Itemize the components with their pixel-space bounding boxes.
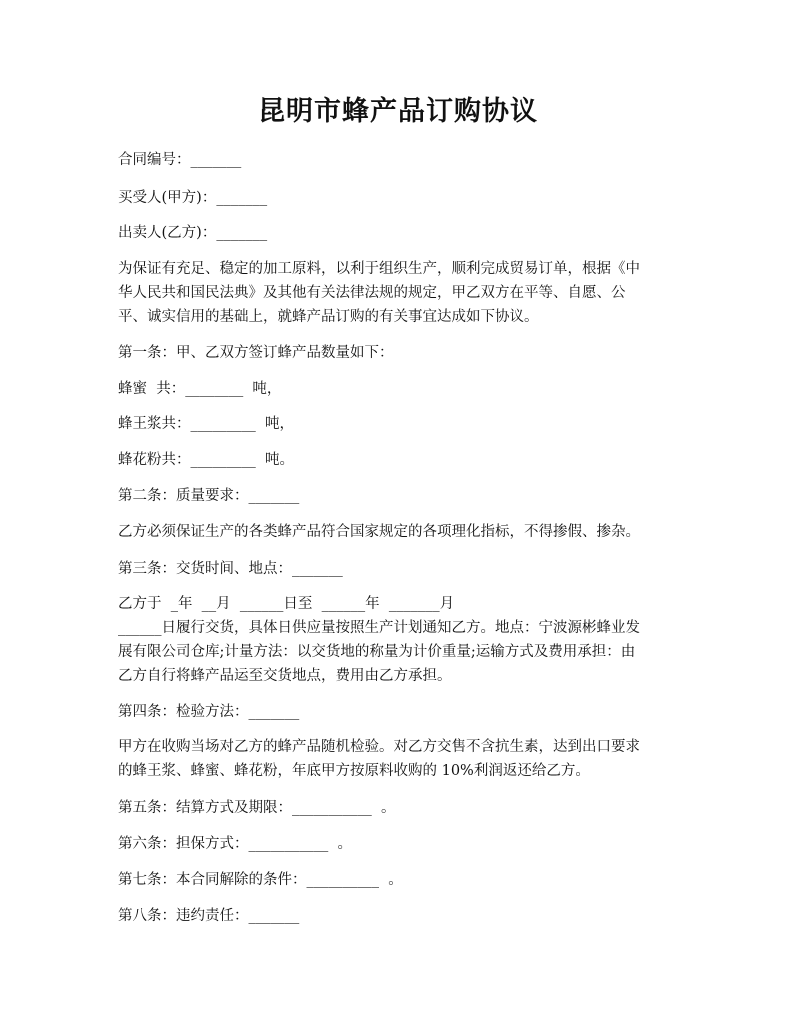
article3-body (118, 592, 684, 688)
intro-line: 平、诚实信用的基础上，就蜂产品订购的有关事宜达成如下协议。 (118, 309, 539, 325)
article5-line: 第五条：结算方式及期限：___________ 。 (118, 800, 396, 816)
buyer-line: 买受人(甲方)：_______ (118, 190, 268, 206)
seller-line: 出卖人(乙方)：_______ (118, 225, 268, 241)
article8-line: 第八条：违约责任：_______ (118, 908, 300, 924)
article2-heading: 第二条：质量要求：_______ (118, 488, 300, 504)
intro-line: 为保证有充足、稳定的加工原料，以利于组织生产，顺利完成贸易订单，根据《中 (118, 261, 640, 277)
article1-heading: 第一条：甲、乙双方签订蜂产品数量如下： (118, 345, 394, 361)
intro-line: 华人民共和国民法典》及其他有关法律法规的规定，甲乙双方在平等、自愿、公 (118, 285, 626, 301)
article3-line: 乙方于 _年 __月 ______日至 ______年 _______月 (118, 596, 455, 612)
article3-heading: 第三条：交货时间、地点：_______ (118, 561, 343, 577)
article4-line: 甲方在收购当场对乙方的蜂产品随机检验。对乙方交售不含抗生素，达到出口要求 (118, 739, 640, 755)
intro-paragraph (118, 257, 684, 329)
article3-line: 展有限公司仓库;计量方法：以交货地的称量为计价重量;运输方式及费用承担：由 (118, 644, 636, 660)
article4-body (118, 735, 684, 783)
contract-number-line: 合同编号：_______ (118, 152, 242, 168)
article4-line: 的蜂王浆、蜂蜜、蜂花粉，年底甲方按原料收购的 10%利润返还给乙方。 (118, 763, 590, 779)
article6-line: 第六条：担保方式：___________ 。 (118, 836, 352, 852)
article7-line: 第七条：本合同解除的条件：__________ 。 (118, 872, 403, 888)
article3-line: 乙方自行将蜂产品运至交货地点，费用由乙方承担。 (118, 668, 452, 684)
pollen-quantity-line: 蜂花粉共：_________ 吨。 (118, 452, 294, 468)
article3-line: ______日履行交货，具体日供应量按照生产计划通知乙方。地点：宁波源彬蜂业发 (118, 620, 640, 636)
article2-body: 乙方必须保证生产的各类蜂产品符合国家规定的各项理化指标，不得掺假、掺杂。 (118, 524, 640, 540)
document-title: 昆明市蜂产品订购协议 (258, 96, 538, 127)
royal-jelly-quantity-line: 蜂王浆共：_________ 吨， (118, 416, 294, 432)
article4-heading: 第四条：检验方法：_______ (118, 704, 300, 720)
honey-quantity-line: 蜂蜜 共：________ 吨， (118, 381, 282, 397)
